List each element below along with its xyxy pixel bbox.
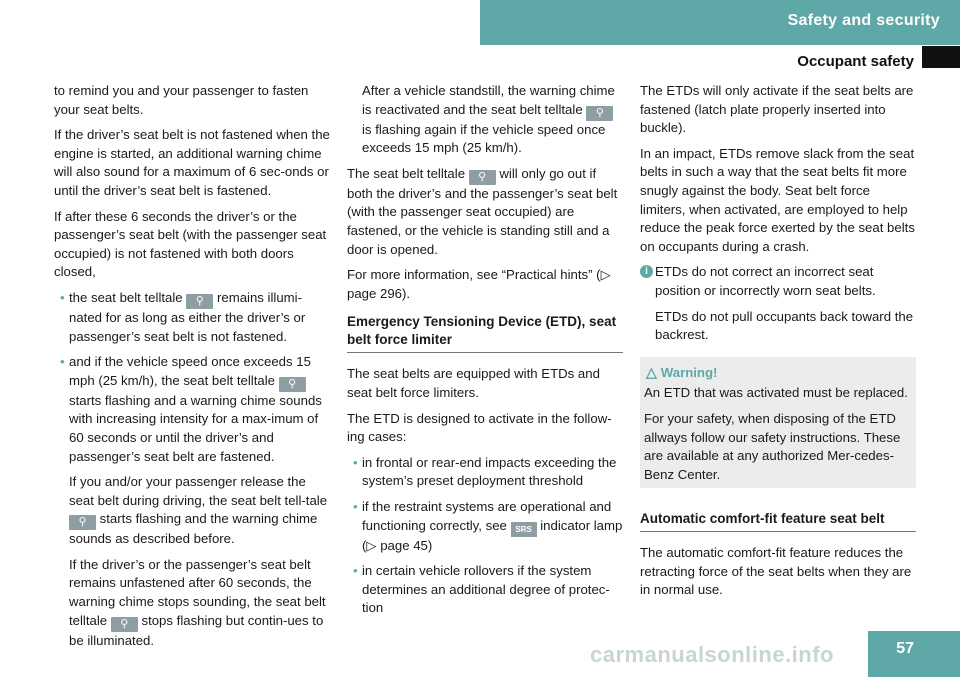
corner-tab	[922, 46, 960, 68]
paragraph: The automatic comfort-fit feature reduces the retracting force of the seat belts when they are in normal use.	[640, 545, 912, 598]
bullet-icon: •	[60, 354, 65, 370]
paragraph: If the driver’s seat belt is not fastened when the engine is started, an additional warning chime will also sound for a maximum of 6 sec-onds or until the driver’s seat belt is fastened.	[54, 127, 330, 198]
info-note: i ETDs do not correct an incorrect seat position or incorrectly worn seat belts. ETDs do not pull occupants back toward the backrest.	[640, 263, 916, 344]
seat-belt-telltale-icon: ⚲	[186, 294, 213, 309]
warning-title: △ Warning!	[646, 363, 718, 380]
column-1	[54, 82, 332, 657]
paragraph: The seat belt telltale ⚲ will only go out if both the driver’s and the passenger’s seat belt (with the passenger seat occupied) are fastened, or the vehicle is standing still and a door is opened.	[347, 165, 618, 257]
paragraph: If after these 6 seconds the driver’s or the passenger’s seat belt (with the passenger seat occupied) is not fastened with both doors closed,	[54, 208, 327, 280]
srs-indicator-icon: SRS	[511, 522, 537, 537]
warning-text: An ETD that was activated must be replaced.	[644, 385, 908, 401]
seat-belt-telltale-icon: ⚲	[586, 106, 613, 121]
paragraph: In an impact, ETDs remove slack from the seat belts in such a way that the seat belts fit more snugly against the body. Seat belt force limiters, when activated, are employed to help reduce the peak force exerted by the seat belts on occupants during a crash.	[640, 145, 915, 254]
column-2	[347, 82, 623, 625]
paragraph: to remind you and your passenger to fasten your seat belts.	[54, 83, 309, 117]
section-heading: Automatic comfort-fit feature seat belt	[640, 510, 916, 532]
seat-belt-telltale-icon: ⚲	[69, 515, 96, 530]
list-item: • the seat belt telltale ⚲ remains illumi-nated for as long as either the driver’s or passenger’s seat belt is not fastened.	[60, 289, 306, 344]
indented-paragraph: If you and/or your passenger release the seat belt during driving, the seat belt tell-tale ⚲ starts flashing and the warning chime sounds as described before.	[69, 474, 328, 547]
seat-belt-telltale-icon: ⚲	[469, 170, 496, 185]
paragraph: The ETDs will only activate if the seat belts are fastened (latch plate properly inserted into buckle).	[640, 83, 914, 136]
page-number: 57	[896, 640, 914, 657]
warning-box	[640, 357, 916, 489]
bullet-icon: •	[353, 498, 358, 514]
subsection-title: Occupant safety	[797, 53, 914, 70]
info-icon: i	[640, 265, 653, 278]
section-title: Safety and security	[787, 12, 940, 29]
bullet-icon: •	[353, 563, 358, 579]
page-reference[interactable]: For more information, see “Practical hints” (▷ page 296).	[347, 267, 611, 301]
page-number-box	[868, 631, 960, 677]
list-item: • in frontal or rear-end impacts exceeding the system’s preset deployment threshold	[353, 454, 617, 489]
seat-belt-telltale-icon: ⚲	[111, 617, 138, 632]
seat-belt-telltale-icon: ⚲	[279, 377, 306, 392]
watermark: carmanualsonline.info	[590, 642, 834, 667]
list-item: • in certain vehicle rollovers if the system determines an additional degree of protec-tion	[353, 563, 610, 616]
bullet-icon: •	[60, 289, 65, 305]
list-item: • if the restraint systems are operational and functioning correctly, see SRS indicator lamp (▷ page 45)	[353, 498, 623, 553]
column-3	[640, 82, 916, 607]
bullet-icon: •	[353, 454, 358, 470]
paragraph: The ETD is designed to activate in the follow-ing cases:	[347, 410, 612, 445]
indented-paragraph: If the driver’s or the passenger’s seat belt remains unfastened after 60 seconds, the warning chime stops sounding, the seat belt telltale ⚲ stops flashing but contin-ues to be illuminated.	[69, 556, 326, 648]
section-heading: Emergency Tensioning Device (ETD), seat belt force limiter	[347, 313, 623, 353]
list-item: • and if the vehicle speed once exceeds 15 mph (25 km/h), the seat belt telltale ⚲ starts flashing and a warning chime sounds with increasing intensity for a max-imum of 60 seconds or until the driver’s and passenger’s seat belt are fastened.	[60, 354, 322, 464]
warning-text: For your safety, when disposing of the ETD allways follow our safety instructions. These are available at any authorized Mer-cedes-Benz Center.	[644, 410, 901, 482]
paragraph: The seat belts are equipped with ETDs and seat belt force limiters.	[347, 366, 600, 400]
indented-paragraph: After a vehicle standstill, the warning chime is reactivated and the seat belt telltale ⚲ is flashing again if the vehicle speed once exceeds 15 mph (25 km/h).	[362, 83, 615, 156]
warning-icon: △	[646, 363, 657, 380]
